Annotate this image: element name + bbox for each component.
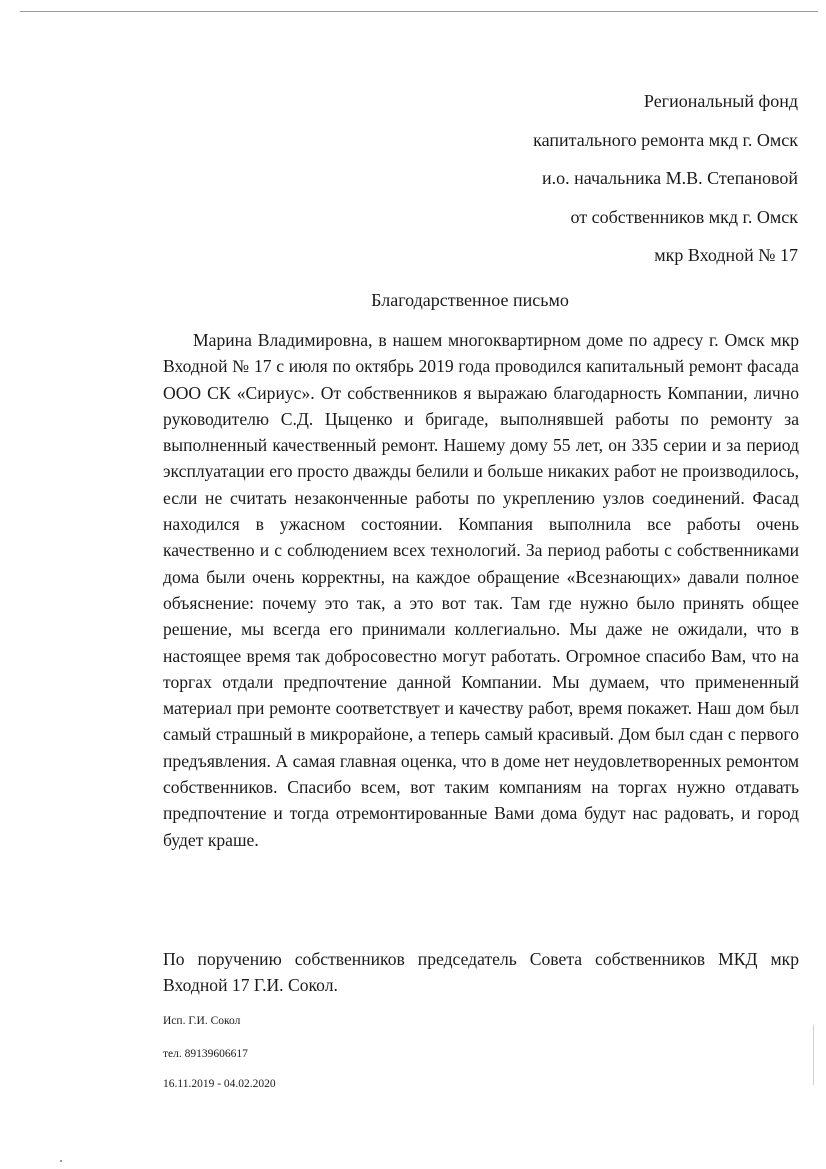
addressee-line: капитального ремонта мкд г. Омск (533, 129, 798, 150)
letter-body: Марина Владимировна, в нашем многоквартирном доме по адресу г. Омск мкр Входной № 17 с июля по октябрь 2019 года проводился капитальный ремонт фасада ООО СК «Сириус». От собственников я выражаю благодарность Компании, лично руководителю С.Д. Цыценко и бригаде, выполнявшей работы по ремонту за выполненный качественный ремонт. Нашему дому 55 лет, он 335 серии и за период эксплуатации его просто дважды белили и больше никаких работ не производилось, если не считать незаконченные работы по укреплению узлов соединений. Фасад находился в ужасном состоянии. Компания выполнила все работы очень качественно и с соблюдением всех технологий. За период работы с собственниками дома были очень корректны, на каждое обращение «Всезнающих» давали полное объяснение: почему это так, а это вот так. Там где нужно было принять общее решение, мы всегда его принимали коллегиально. Мы даже не ожидали, что в настоящее время так добросовестно могут работать. Огромное спасибо Вам, что на торгах отдали предпочтение данной Компании. Мы думаем, что примененный материал при ремонте соответствует и качеству работ, время покажет. Наш дом был самый страшный в микрорайоне, а теперь самый красивый. Дом был сдан с первого предъявления. А самая главная оценка, что в доме нет неудовлетворенных ремонтом собственников. Спасибо всем, вот таким компаниям на торгах нужно отдавать предпочтение и тогда отремонтированные Вами дома будут нас радовать, и город будет краше. (163, 330, 799, 850)
scan-speck (60, 1160, 62, 1162)
addressee-line: от собственников мкд г. Омск (570, 206, 798, 227)
addressee-line: и.о. начальника М.В. Степановой (541, 168, 798, 188)
addressee-block (378, 82, 798, 275)
signature-line: По поручению собственников председатель Совета собственников МКД мкр Входной 17 Г.И. Сокол. (163, 949, 799, 996)
executor-line: Исп. Г.И. Сокол (163, 1015, 241, 1027)
addressee-line: Региональный фонд (643, 91, 798, 111)
scan-speck (813, 1025, 814, 1085)
addressee-line: мкр Входной № 17 (654, 245, 798, 265)
phone-line: тел. 89139606617 (163, 1048, 248, 1060)
page-top-rule (20, 11, 818, 12)
dates-line: 16.11.2019 - 04.02.2020 (163, 1078, 276, 1090)
letter-title: Благодарственное письмо (371, 290, 569, 310)
